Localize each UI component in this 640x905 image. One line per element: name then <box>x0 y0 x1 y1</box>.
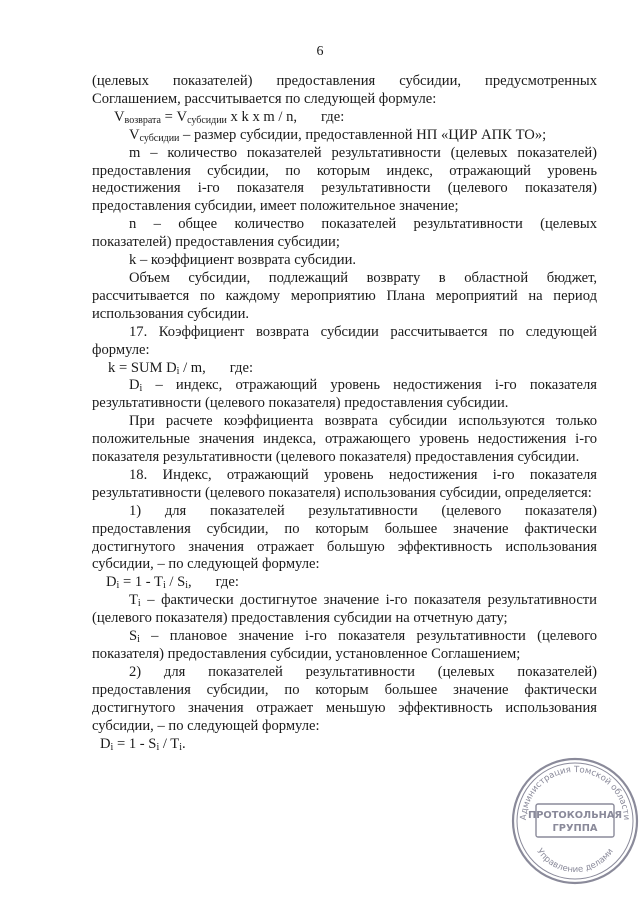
formula-subscript: i <box>110 741 114 753</box>
paragraph-18: 18. Индекс, отражающий уровень недостижения i-го показателя результативности (целевого показателя) использования субсидии, определяется: <box>92 466 597 501</box>
stamp-outer-ring <box>513 759 637 883</box>
stamp-inner-ring <box>517 763 633 879</box>
formula-subscript: i <box>156 741 160 753</box>
formula-return-volume <box>92 109 597 127</box>
formula-index-2 <box>92 736 597 754</box>
formula-text: = <box>160 108 177 125</box>
definition-subscript: i <box>137 598 141 610</box>
paragraph-18-1: 1) для показателей результативности (целевого показателя) предоставления субсидии, по которым большее значение фактически достигнутого значения отражает большую эффективность использования субсидии, – по следующей формуле: <box>92 502 597 573</box>
definition-subscript: i <box>137 634 140 646</box>
formula-where: где: <box>215 574 239 591</box>
formula-text: k = SUM D <box>108 359 177 376</box>
formula-symbol: V <box>176 108 188 125</box>
formula-text: D <box>106 574 117 591</box>
paragraph-17: 17. Коэффициент возврата субсидии рассчитывается по следующей формуле: <box>92 323 597 358</box>
formula-text: = 1 - S <box>113 735 157 752</box>
definition-text: – фактически достигнутое значение i-го показателя результативности (целевого показателя) предоставления субсидии на отчетную дату; <box>92 592 597 627</box>
definition-k: k – коэффициент возврата субсидии. <box>129 252 357 269</box>
definition-symbol: V <box>129 126 140 143</box>
paragraph-intro: (целевых показателей) предоставления субсидии, предусмотренных Соглашением, рассчитывается по следующей формуле: <box>92 73 597 107</box>
formula-text: x k x m / n, <box>226 108 298 125</box>
formula-subscript: субсидии <box>187 114 227 126</box>
formula-text: / T <box>159 735 180 752</box>
formula-coefficient <box>92 360 597 378</box>
document-body <box>92 73 597 753</box>
definition-text: – плановое значение i-го показателя результативности (целевого показателя) предоставления субсидии, установленное Соглашением; <box>92 628 597 662</box>
formula-subscript: i <box>162 580 166 592</box>
formula-text: = 1 - T <box>119 574 163 591</box>
formula-subscript: i <box>116 580 120 592</box>
definition-symbol: D <box>129 377 140 394</box>
paragraph-calculation: При расчете коэффициента возврата субсидии используются только положительные значения индекса, отражающего уровень недостижения i-го показателя результативности (целевого показателя) предоставления субсидии. <box>92 413 597 466</box>
formula-text: D <box>100 735 111 752</box>
definition-di <box>92 377 597 413</box>
formula-text: / S <box>165 574 186 591</box>
formula-where: где: <box>229 359 254 376</box>
formula-text: / m, <box>179 359 206 376</box>
definition-v-subsidy <box>92 127 597 145</box>
formula-subscript: i <box>185 580 188 592</box>
definition-symbol: S <box>129 628 138 645</box>
formula-subscript: возврата <box>124 114 161 126</box>
formula-text: . <box>182 735 186 752</box>
definition-n: n – общее количество показателей результативности (целевых показателей) предоставления субсидии; <box>92 216 597 251</box>
page-number: 6 <box>316 44 324 59</box>
formula-index-1 <box>92 574 597 592</box>
formula-text: , <box>188 574 192 591</box>
definition-symbol: T <box>129 592 138 609</box>
formula-subscript: i <box>179 741 183 753</box>
stamp-ring-bottom-text: Управление делами <box>534 846 616 876</box>
definition-subscript: субсидии <box>139 132 180 144</box>
definition-text: – индекс, отражающий уровень недостижения i-го показателя результативности (целевого показателя) предоставления субсидии. <box>92 377 597 412</box>
stamp-center-line1: ПРОТОКОЛЬНАЯ <box>528 810 622 821</box>
paragraph-18-2: 2) для показателей результативности (целевых показателей) предоставления субсидии, по которым большее значение фактически достигнутого значения отражает меньшую эффективность использования субсидии, – по следующей формуле: <box>92 663 597 734</box>
formula-subscript: i <box>176 365 180 377</box>
definition-ti <box>92 592 597 628</box>
official-stamp <box>509 755 640 887</box>
paragraph-return-volume: Объем субсидии, подлежащий возврату в областной бюджет, рассчитывается по каждому мероприятию Плана мероприятий на период использования субсидии. <box>92 269 597 322</box>
stamp-center-line2: ГРУППА <box>552 823 598 834</box>
formula-where: где: <box>321 108 345 125</box>
definition-m: m – количество показателей результативности (целевых показателей) предоставления субсидии, по которым индекс, отражающий уровень недостижения i-го показателя результативности (целевого показателя) предоставления субсидии, имеет положительное значение; <box>92 144 597 215</box>
definition-text: – размер субсидии, предоставленной НП «ЦИР АПК ТО»; <box>179 126 547 143</box>
stamp-ring-top-text: Администрация Томской области <box>518 764 632 821</box>
definition-si <box>92 628 597 664</box>
formula-symbol: V <box>114 108 125 125</box>
definition-subscript: i <box>139 383 143 395</box>
